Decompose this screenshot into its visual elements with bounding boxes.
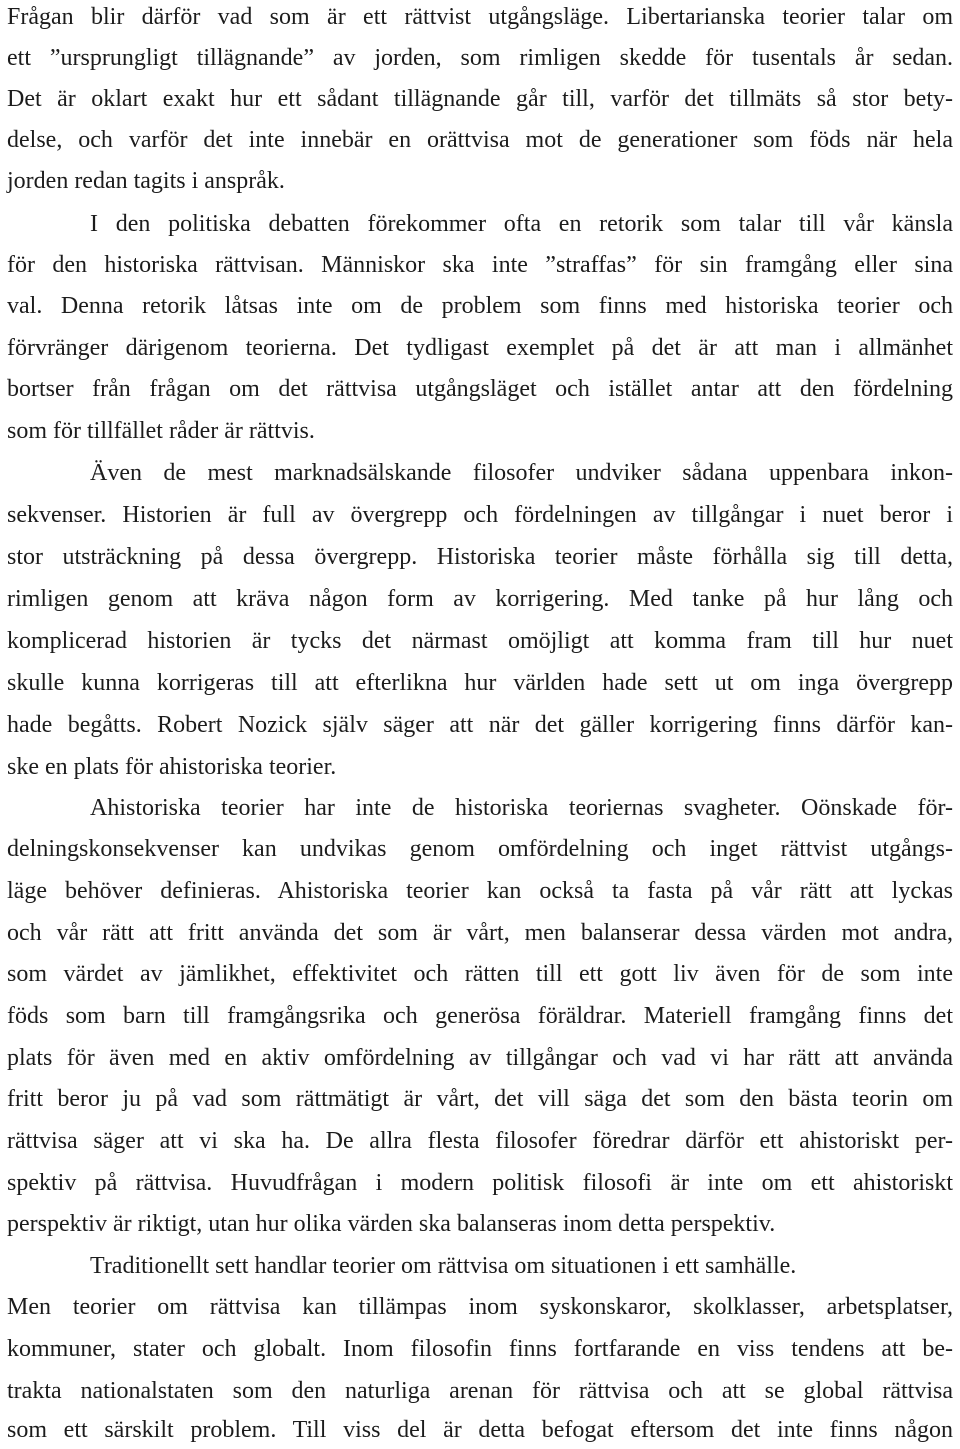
- text-line: spektiv på rättvisa. Huvudfrågan i modern politisk filosofi är inte om ett ahistoriskt: [7, 1170, 953, 1196]
- text-line: perspektiv är riktigt, utan hur olika värden ska balanseras inom detta perspektiv.: [7, 1211, 776, 1237]
- text-line: Men teorier om rättvisa kan tillämpas inom syskonskaror, skolklasser, arbetsplatser,: [7, 1294, 953, 1320]
- text-line: Ahistoriska teorier har inte de historiska teoriernas svagheter. Oönskade för-: [90, 795, 953, 821]
- text-line: som värdet av jämlikhet, effektivitet och rätten till ett gott liv även för de som inte: [7, 961, 953, 987]
- text-line: Det är oklart exakt hur ett sådant tillägnande går till, varför det tillmäts så stor bety-: [7, 86, 953, 112]
- text-line: I den politiska debatten förekommer ofta en retorik som talar till vår känsla: [90, 211, 953, 237]
- text-line: Traditionellt sett handlar teorier om rättvisa om situationen i ett samhälle.: [90, 1253, 797, 1279]
- text-line: som för tillfället råder är rättvis.: [7, 418, 315, 444]
- text-line: plats för även med en aktiv omfördelning av tillgångar och vad vi har rätt att använda: [7, 1045, 953, 1071]
- text-line: Frågan blir därför vad som är ett rättvist utgångsläge. Libertarianska teorier talar om: [7, 4, 953, 30]
- text-line: rimligen genom att kräva någon form av korrigering. Med tanke på hur lång och: [7, 586, 953, 612]
- text-line: rättvisa säger att vi ska ha. De allra flesta filosofer föredrar därför ett ahistoriskt per-: [7, 1128, 953, 1154]
- text-line: för den historiska rättvisan. Människor ska inte ”straffas” för sin framgång eller sina: [7, 252, 953, 278]
- text-line: ske en plats för ahistoriska teorier.: [7, 754, 337, 780]
- text-line: trakta nationalstaten som den naturliga arenan för rättvisa och att se global rättvisa: [7, 1378, 953, 1404]
- text-line: Även de mest marknadsälskande filosofer undviker sådana uppenbara inkon-: [90, 460, 953, 486]
- text-line: val. Denna retorik låtsas inte om de problem som finns med historiska teorier och: [7, 293, 953, 319]
- text-line: sekvenser. Historien är full av övergrepp och fördelningen av tillgångar i nuet beror i: [7, 502, 953, 528]
- text-line: hade begåtts. Robert Nozick själv säger att när det gäller korrigering finns därför kan-: [7, 712, 953, 738]
- text-line: förvränger därigenom teorierna. Det tydligast exemplet på det är att man i allmänhet: [7, 335, 953, 361]
- text-line: delningskonsekvenser kan undvikas genom omfördelning och inget rättvist utgångs-: [7, 836, 953, 862]
- text-line: skulle kunna korrigeras till att efterlikna hur världen hade sett ut om inga övergrepp: [7, 670, 953, 696]
- text-line: och vår rätt att fritt använda det som är vårt, men balanserar dessa värden mot andra,: [7, 920, 953, 946]
- text-line: bortser från frågan om det rättvisa utgångsläget och istället antar att den fördelning: [7, 376, 953, 402]
- text-line: som ett särskilt problem. Till viss del är detta befogat eftersom det inte finns någon: [7, 1417, 953, 1443]
- text-line: fritt beror ju på vad som rättmätigt är vårt, det vill säga det som den bästa teorin om: [7, 1086, 953, 1112]
- text-line: föds som barn till framgångsrika och generösa föräldrar. Materiell framgång finns det: [7, 1003, 953, 1029]
- text-line: stor utsträckning på dessa övergrepp. Historiska teorier måste förhålla sig till detta,: [7, 544, 953, 570]
- text-line: läge behöver definieras. Ahistoriska teorier kan också ta fasta på vår rätt att lyckas: [7, 878, 953, 904]
- text-line: delse, och varför det inte innebär en orättvisa mot de generationer som föds när hela: [7, 127, 953, 153]
- text-line: komplicerad historien är tycks det närmast omöjligt att komma fram till hur nuet: [7, 628, 953, 654]
- text-line: ett ”ursprungligt tillägnande” av jorden, som rimligen skedde för tusentals år sedan.: [7, 45, 953, 71]
- text-line: jorden redan tagits i anspråk.: [7, 168, 285, 194]
- text-line: kommuner, stater och globalt. Inom filosofin finns fortfarande en viss tendens att be-: [7, 1336, 953, 1362]
